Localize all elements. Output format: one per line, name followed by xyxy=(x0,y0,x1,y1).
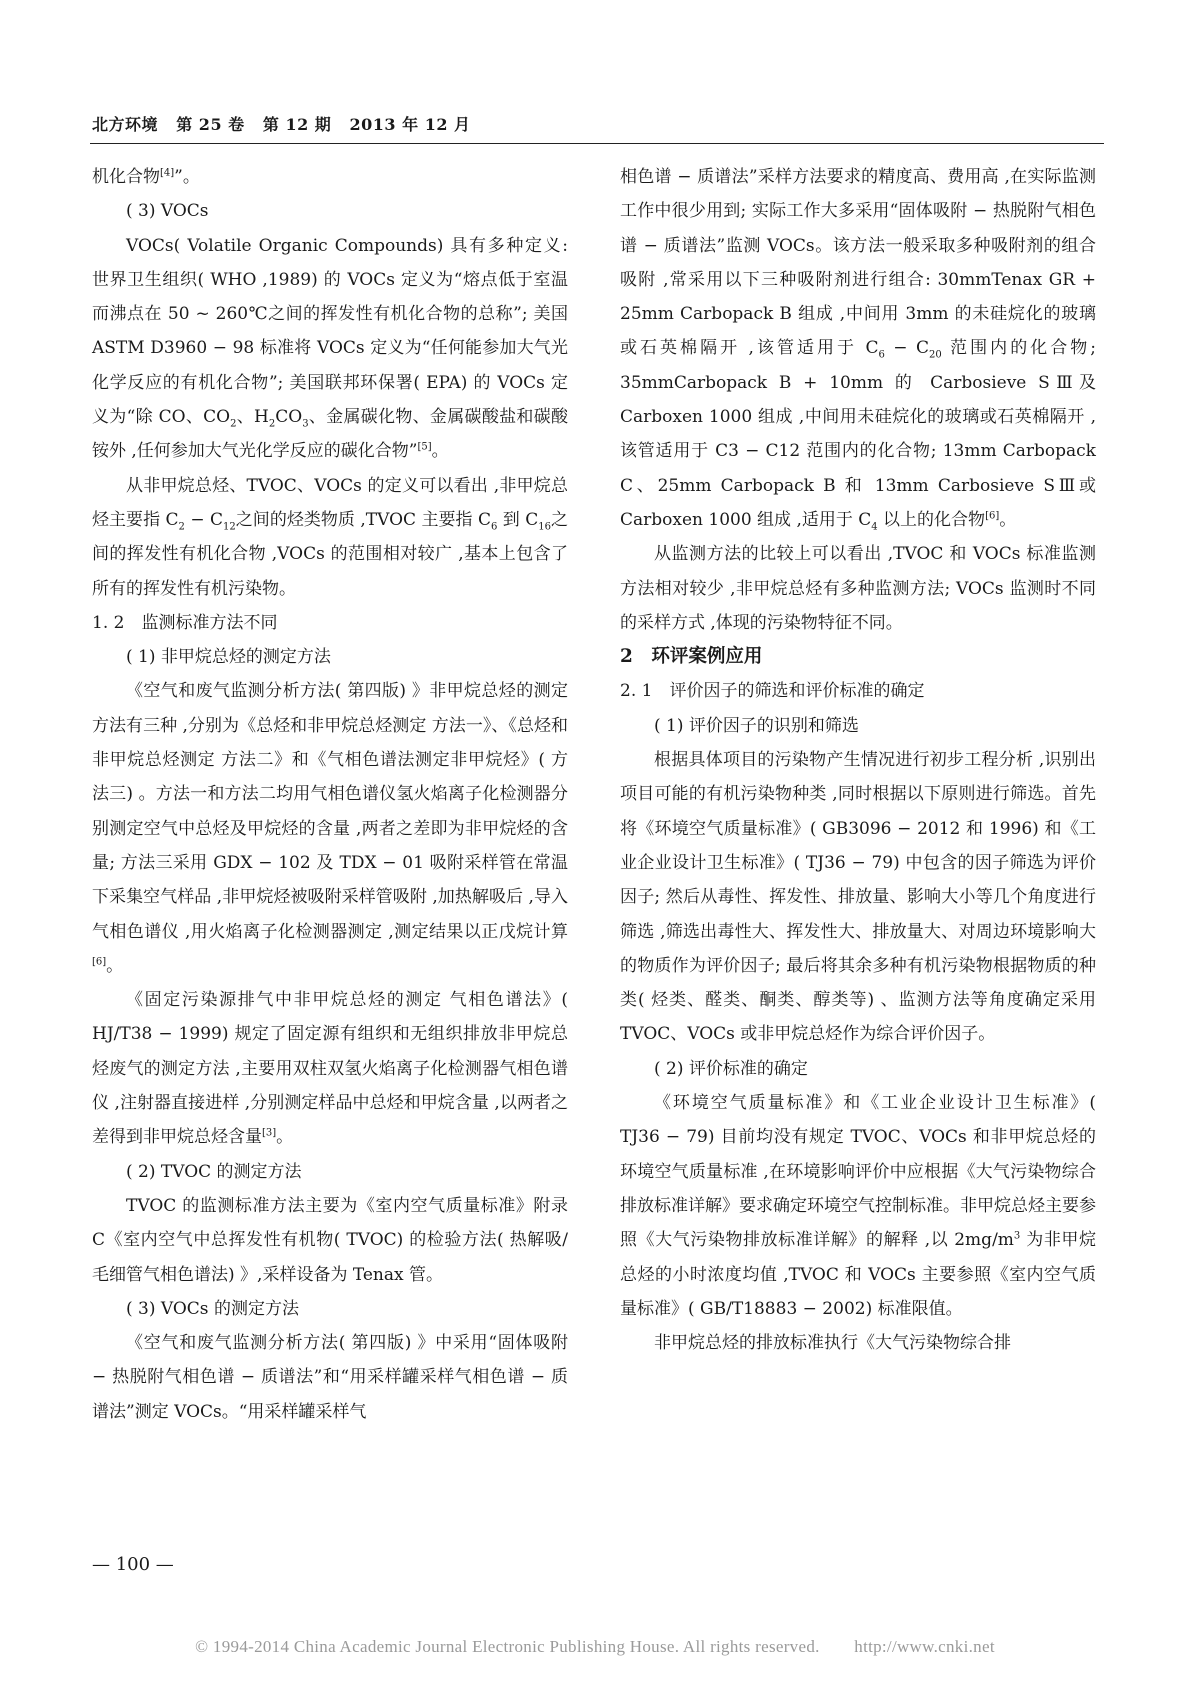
paragraph: 2. 1 评价因子的筛选和评价标准的确定 xyxy=(620,681,925,702)
volume: 第 25 卷 xyxy=(176,115,245,134)
running-header xyxy=(92,112,1100,135)
paragraph: ( 2) 评价标准的确定 xyxy=(654,1058,808,1079)
paragraph: TVOC 的监测标准方法主要为《室内空气质量标准》附录 C《室内空气中总挥发性有机物( TVOC) 的检验方法( 热解吸/毛细管气相色谱法) 》,采样设备为 Tenax 管。 xyxy=(92,1195,568,1285)
paragraph: 机化合物[4]”。 xyxy=(92,167,200,187)
issue: 第 12 期 xyxy=(262,115,332,134)
paragraph: 根据具体项目的污染物产生情况进行初步工程分析 ,识别出项目可能的有机污染物种类 ,同时根据以下原则进行筛选。首先将《环境空气质量标准》( GB3096 − 2012 和 1996) 和《工业企业设计卫生标准》( TJ36 − 79) 中包含的因子筛选为评价因子; 然后从毒性、挥发性、排放量、影响大小等几个角度进行筛选 ,筛选出毒性大、挥发性大、排放量大、对周边环境影响大的物质作为评价因子; 最后将其余多种有机污染物根据物质的种类( 烃类、醛类、酮类、醇类等) 、监测方法等角度确定采用 TVOC、VOCs 或非甲烷总烃作为综合评价因子。 xyxy=(620,750,1096,1045)
paragraph: 相色谱 − 质谱法”采样方法要求的精度高、费用高 ,在实际监测工作中很少用到; 实际工作大多采用“固体吸附 − 热脱附气相色谱 − 质谱法”监测 VOCs。该方法一般采取多种吸附剂的组合吸附 ,常采用以下三种吸附剂进行组合: 30mmTenax GR + 25mm Carbopack B 组成 ,中间用 3mm 的未硅烷化的玻璃或石英棉隔开 ,该管适用于 $C_6 - C_{20}$ 范围内的化合物; 35mmCarbopack B + 10mm 的 Carbosieve SⅢ及 Carboxen 1000 组成 ,中间用未硅烷化的玻璃或石英棉隔开 ,该管适用于 C3 − C12 范围内的化合物; 13mm Carbopack C、25mm Carbopack B 和 13mm Carbosieve SⅢ或 Carboxen 1000 组成 ,适用于 $C_4$ 以上的化合物[6]。 xyxy=(620,167,1097,533)
page-number: — 100 — xyxy=(92,1554,174,1575)
paragraph: ( 2) TVOC 的测定方法 xyxy=(126,1161,302,1182)
left-column xyxy=(92,160,568,1429)
paragraph: ( 1) 非甲烷总烃的测定方法 xyxy=(126,647,331,668)
paragraph: ( 3) VOCs xyxy=(126,201,209,222)
paragraph: 《固定污染源排气中非甲烷总烃的测定 气相色谱法》( HJ/T38 − 1999) 规定了固定源有组织和无组织排放非甲烷总烃废气的测定方法 ,主要用双柱双氢火焰离子化检测器气相色谱仪 ,注射器直接进样 ,分别测定样品中总烃和甲烷含量 ,以两者之差得到非甲烷总烃含量[3]。 xyxy=(92,990,568,1148)
issue-date: 2013 年 12 月 xyxy=(349,115,471,134)
paragraph: 从监测方法的比较上可以看出 ,TVOC 和 VOCs 标准监测方法相对较少 ,非甲烷总烃有多种监测方法; VOCs 监测时不同的采样方式 ,体现的污染物特征不同。 xyxy=(620,544,1096,633)
paragraph: VOCs( Volatile Organic Compounds) 具有多种定义: 世界卫生组织( WHO ,1989) 的 VOCs 定义为“熔点低于室温而沸点在 50 ~ 260℃之间的挥发性有机化合物的总称”; 美国 ASTM D3960 − 98 标准将 VOCs 定义为“任何能参加大气光化学反应的有机化合物”; 美国联邦环保署( EPA) 的 VOCs 定义为“除 CO、$CO_2$、$H_2CO_3$、金属碳化物、金属碳酸盐和碳酸铵外 ,任何参加大气光化学反应的碳化合物”[5]。 xyxy=(92,235,569,462)
journal-name: 北方环境 xyxy=(92,115,159,134)
paragraph: 1. 2 监测标准方法不同 xyxy=(92,612,278,633)
paragraph: 从非甲烷总烃、TVOC、VOCs 的定义可以看出 ,非甲烷总烃主要指 $C_2 - C_{12}$之间的烃类物质 ,TVOC 主要指 $C_6$ 到 $C_{16}$之间的挥发性有机化合物 ,VOCs 的范围相对较广 ,基本上包含了所有的挥发性有机污染物。 xyxy=(92,475,568,599)
paragraph: ( 1) 评价因子的识别和筛选 xyxy=(654,715,859,736)
paragraph: ( 3) VOCs 的测定方法 xyxy=(126,1298,299,1319)
paragraph: 《空气和废气监测分析方法( 第四版) 》中采用“固体吸附 − 热脱附气相色谱 − 质谱法”和“用采样罐采样气相色谱 − 质谱法”测定 VOCs。“用采样罐采样气 xyxy=(92,1333,568,1422)
copyright-footer: © 1994-2014 China Academic Journal Electronic Publishing House. All rights reserved. http://www.cnki.net xyxy=(195,1637,995,1656)
section-heading: 2 环评案例应用 xyxy=(620,646,763,668)
paragraph: 《环境空气质量标准》和《工业企业设计卫生标准》( TJ36 − 79) 目前均没有规定 TVOC、VOCs 和非甲烷总烃的环境空气质量标准 ,在环境影响评价中应根据《大气污染物综合排放标准详解》要求确定环境空气控制标准。非甲烷总烃主要参照《大气污染物排放标准详解》的解释 ,以 $2mg/m^3$ 为非甲烷总烃的小时浓度均值 ,TVOC 和 VOCs 主要参照《室内空气质量标准》( GB/T18883 − 2002) 标准限值。 xyxy=(620,1093,1096,1319)
right-column xyxy=(620,160,1096,1360)
paragraph: 《空气和废气监测分析方法( 第四版) 》非甲烷总烃的测定方法有三种 ,分别为《总烃和非甲烷总烃测定 方法一》、《总烃和非甲烷总烃测定 方法二》和《气相色谱法测定非甲烷烃》( 方法三) 。方法一和方法二均用气相色谱仪氢火焰离子化检测器分别测定空气中总烃及甲烷烃的含量 ,两者之差即为非甲烷烃的含量; 方法三采用 GDX − 102 及 TDX − 01 吸附采样管在常温下采集空气样品 ,非甲烷烃被吸附采样管吸附 ,加热解吸后 ,导入气相色谱仪 ,用火焰离子化检测器测定 ,测定结果以正戊烷计算[6]。 xyxy=(92,681,568,976)
paragraph: 非甲烷总烃的排放标准执行《大气污染物综合排 xyxy=(654,1333,1011,1354)
header-rule xyxy=(90,143,1104,144)
